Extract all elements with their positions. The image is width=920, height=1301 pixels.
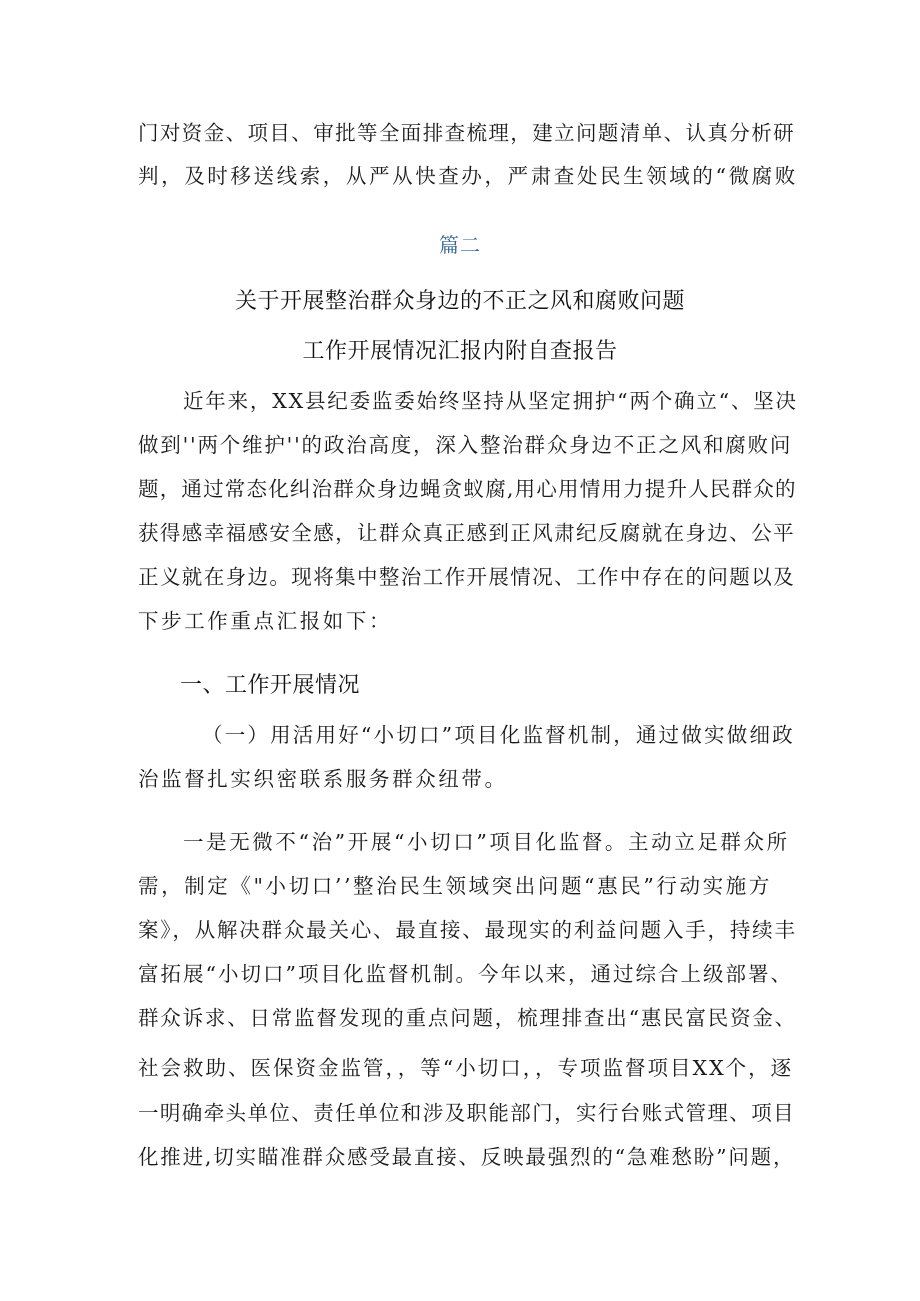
paragraph2-line-2: 需，制定《"小切口’’整治民生领域突出问题“惠民”行动实施方 [138,874,772,898]
paragraph2-line-8: 化推进,切实瞄准群众感受最直接、反映最强烈的“急难愁盼”问题， [138,1145,796,1169]
paragraph2-line-1: 一是无微不“治”开展“小切口”项目化监督。主动立足群众所 [183,830,790,854]
paragraph1-line-3: 题，通过常态化纠治群众身边蝇贪蚁腐,用心用情用力提升人民群众的 [138,477,797,501]
paragraph1-line-5: 正义就在身边。现将集中整治工作开展情况、工作中存在的问题以及 [138,565,795,589]
paragraph2-line-4: 富拓展“小切口”项目化监督机制。今年以来，通过综合上级部署、 [138,962,793,986]
subheading1-line-1: （一）用活用好“小切口”项目化监督机制，通过做实做细政 [202,723,795,747]
paragraph1-line-2: 做到''两个维护''的政治高度，深入整治群众身边不正之风和腐败问 [138,433,793,457]
paragraph2-line-3: 案》，从解决群众最关心、最直接、最现实的利益问题入手，持续丰 [138,918,797,942]
subheading1-line-2: 治监督扎实织密联系服务群众纽带。 [138,767,508,791]
paragraph1-line-6: 下步工作重点汇报如下： [138,609,393,633]
intro-line-1: 门对资金、项目、审批等全面排查梳理，建立问题清单、认真分析研 [138,121,795,145]
document-title-line-2: 工作开展情况汇报内附自查报告 [302,339,618,364]
paragraph1-line-1: 近年来，XX县纪委监委始终坚持从坚定拥护“两个确立“、坚决 [183,389,798,413]
intro-line-2: 判，及时移送线索，从严从快查办，严肃查处民生领域的“微腐败 [138,164,798,188]
document-title-line-1: 关于开展整治群众身边的不正之风和腐败问题 [234,289,685,314]
paragraph2-line-7: 一明确牵头单位、责任单位和涉及职能部门，实行台账式管理、项目 [138,1101,795,1125]
paragraph2-line-6: 社会救助、医保资金监管，，等“小切口，，专项监督项目XX个，逐 [138,1056,794,1080]
section-label: 篇二 [439,233,481,257]
section-heading-1: 一、工作开展情况 [180,673,361,698]
paragraph2-line-5: 群众诉求、日常监督发现的重点问题，梳理排查出“惠民富民资金、 [138,1006,797,1030]
paragraph1-line-4: 获得感幸福感安全感，让群众真正感到正风肃纪反腐就在身边、公平 [138,521,795,545]
